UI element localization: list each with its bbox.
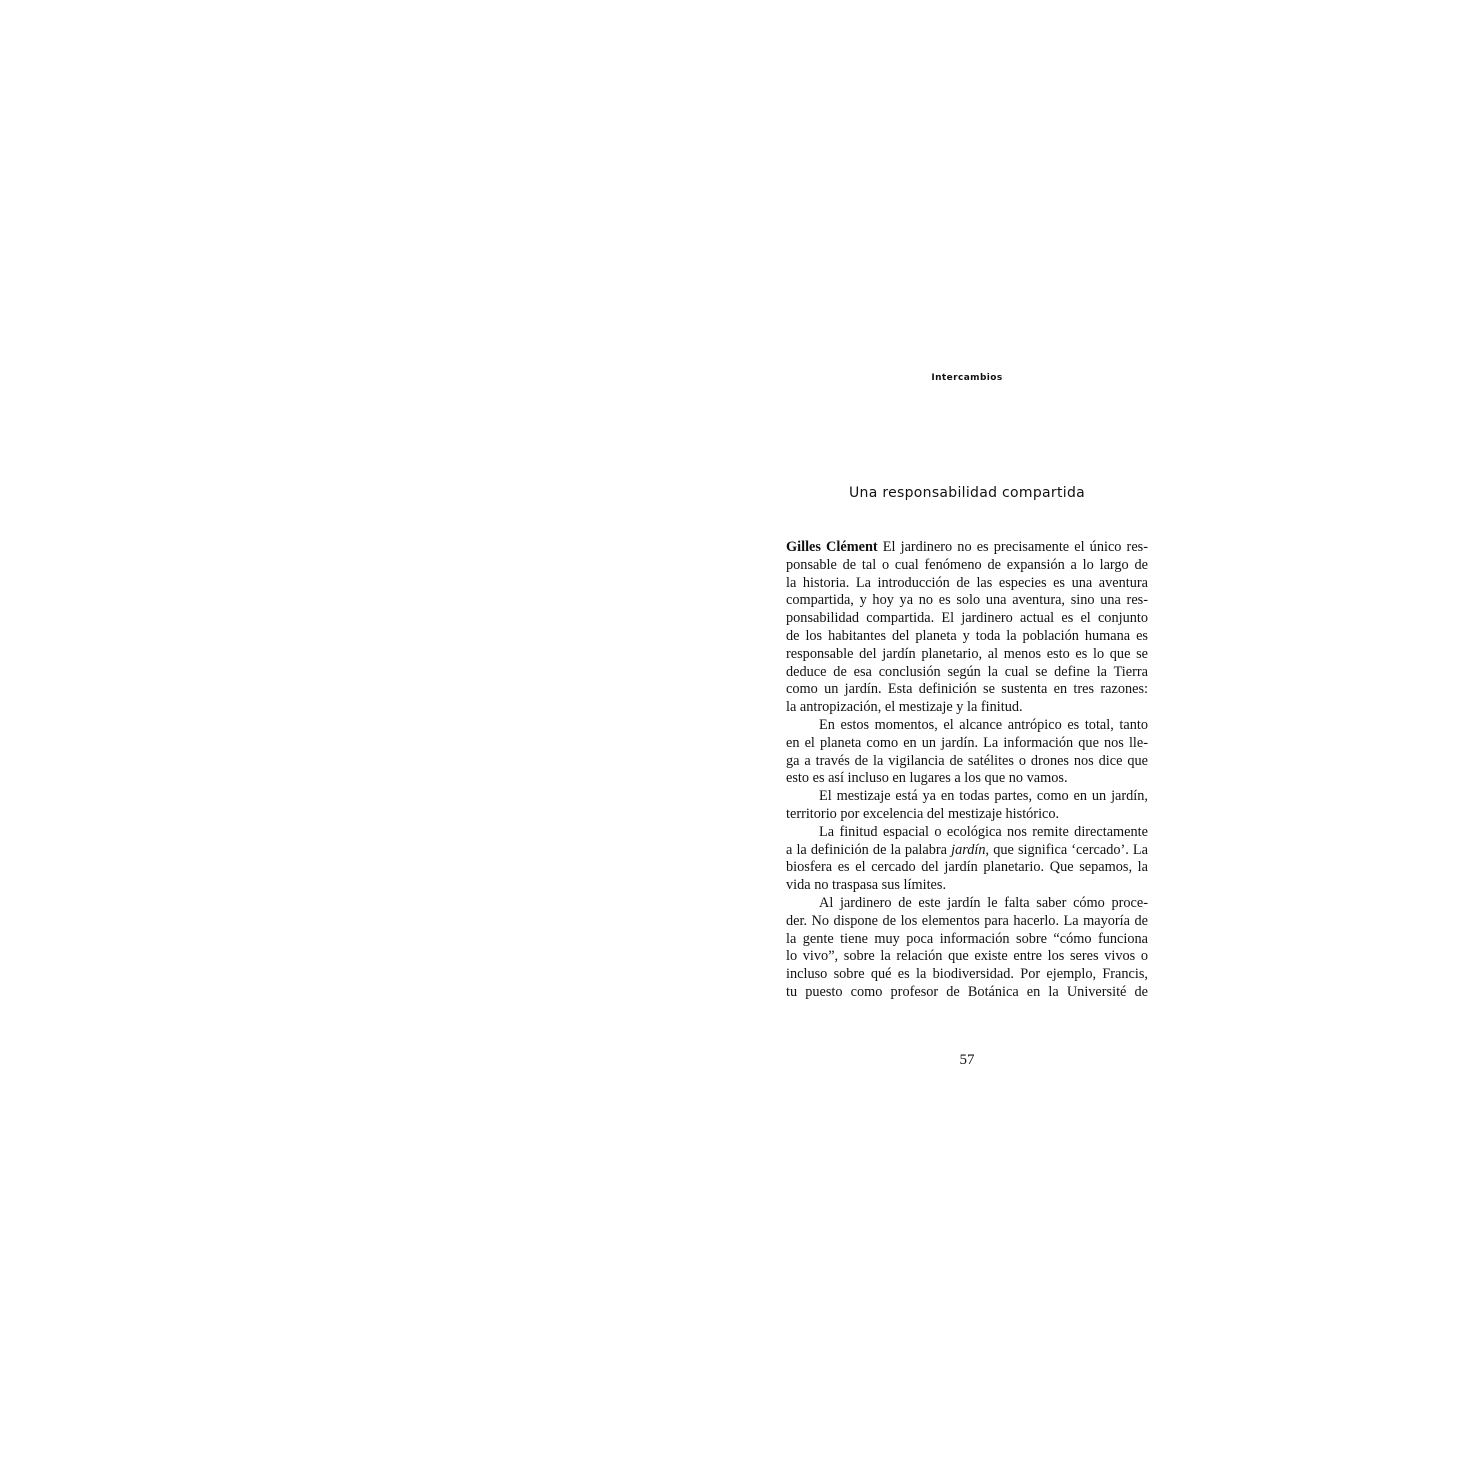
text-line: ga a través de la vigilancia de satélites o drones nos dice que [786, 752, 1148, 769]
text-line: Al jardinero de este jardín le falta saber cómo proce- [819, 894, 1148, 911]
text-line: la gente tiene muy poca información sobre “cómo funciona [786, 930, 1148, 947]
text-line: ponsabilidad compartida. El jardinero actual es el conjunto [786, 610, 1148, 627]
body-text [786, 539, 1148, 1002]
chapter-title: Una responsabilidad compartida [848, 485, 1086, 501]
text-line: territorio por excelencia del mestizaje histórico. [786, 805, 1060, 822]
page-number: 57 [959, 1052, 975, 1068]
text-line: der. No dispone de los elementos para hacerlo. La mayoría de [786, 912, 1148, 929]
text-line: biosfera es el cercado del jardín planetario. Que sepamos, la [786, 859, 1148, 876]
speaker-name: Gilles Clément [786, 539, 878, 555]
text-line: deduce de esa conclusión según la cual se define la Tierra [786, 663, 1148, 680]
text-line: lo vivo”, sobre la relación que existe entre los seres vivos o [786, 948, 1148, 965]
text-line: esto es así incluso en lugares a los que no vamos. [786, 770, 1068, 787]
text-line: El mestizaje está ya en todas partes, como en un jardín, [819, 788, 1148, 805]
text-line: incluso sobre qué es la biodiversidad. Por ejemplo, Francis, [786, 966, 1148, 983]
text-line [786, 539, 1148, 557]
text-line-fragment: , que significa ‘cercado’. La [985, 841, 1149, 858]
italic-term: jardín [951, 841, 986, 858]
text-line: en el planeta como en un jardín. La información que nos lle- [786, 734, 1148, 751]
text-line: la antropización, el mestizaje y la finitud. [786, 699, 1023, 716]
text-line: la historia. La introducción de las especies es una aventura [786, 574, 1148, 591]
text-line: tu puesto como profesor de Botánica en la Université de [786, 983, 1148, 1000]
text-line: ponsable de tal o cual fenómeno de expansión a lo largo de [786, 556, 1148, 573]
running-head: Intercambios [931, 373, 1003, 383]
text-line: La finitud espacial o ecológica nos remite directamente [819, 823, 1148, 840]
text-line [786, 842, 1148, 860]
text-line: En estos momentos, el alcance antrópico es total, tanto [819, 716, 1148, 733]
text-line-fragment: El jardinero no es precisamente el único res- [877, 539, 1148, 555]
text-line: como un jardín. Esta definición se sustenta en tres razones: [786, 681, 1148, 698]
text-line-fragment: a la definición de la palabra [786, 841, 952, 858]
text-line: de los habitantes del planeta y toda la población humana es [786, 627, 1148, 644]
text-line: compartida, y hoy ya no es solo una aventura, sino una res- [786, 592, 1148, 609]
text-line: vida no traspasa sus límites. [786, 877, 947, 894]
text-line: responsable del jardín planetario, al menos esto es lo que se [786, 645, 1148, 662]
